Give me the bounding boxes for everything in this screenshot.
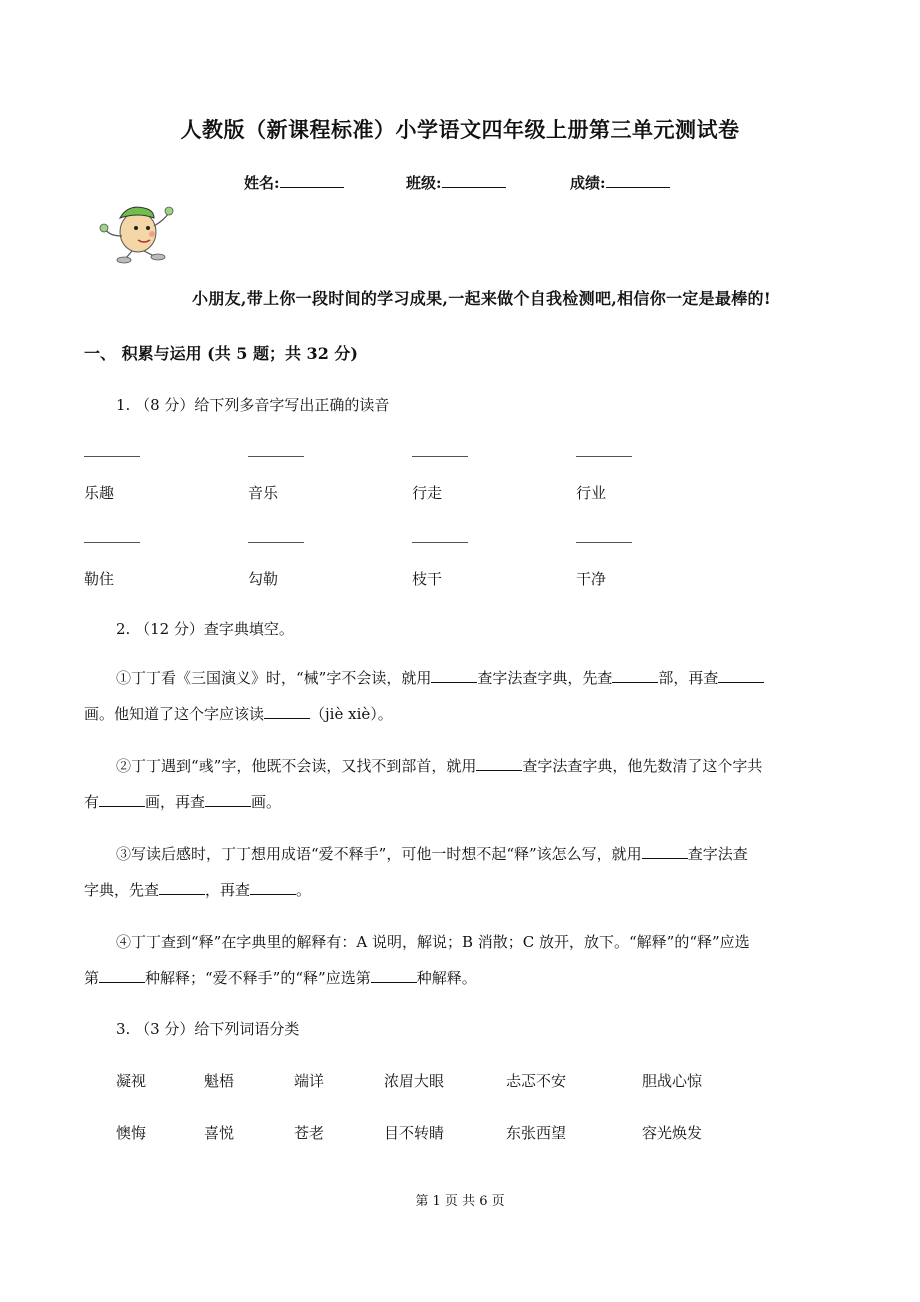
fill-blank[interactable]	[371, 967, 417, 983]
class-label: 班级:	[406, 174, 442, 192]
text-segment: 种解释。	[416, 969, 477, 987]
vocab-word: 胆战心惊	[642, 1072, 703, 1090]
text-segment: 第	[84, 969, 100, 987]
mascot-illustration	[98, 196, 178, 264]
pinyin-answer-line[interactable]	[576, 542, 632, 543]
vocab-word: 浓眉大眼	[384, 1072, 445, 1090]
pinyin-answer-line[interactable]	[576, 456, 632, 457]
q2-paragraph-2-line-2	[84, 790, 281, 814]
text-segment: ④丁丁查到“释”在字典里的解释有：A 说明，解说；B 消散；C 放开，放下。“解释”的“释”应选	[116, 933, 750, 951]
text-segment: ，再查	[205, 881, 251, 899]
name-blank[interactable]	[280, 173, 344, 188]
q2-paragraph-3-line-2	[84, 878, 311, 902]
q2-paragraph-1-line-2	[84, 702, 393, 726]
pinyin-answer-line[interactable]	[84, 456, 140, 457]
pinyin-answer-line[interactable]	[248, 456, 304, 457]
fill-blank[interactable]	[99, 791, 145, 807]
section-heading: 一、 积累与运用 (共 5 题；共 32 分)	[84, 344, 358, 363]
q2-paragraph-4-line-2	[84, 966, 477, 990]
question-1-prompt: 1. （8 分）给下列多音字写出正确的读音	[116, 396, 390, 414]
fill-blank[interactable]	[476, 755, 522, 771]
polyphone-word: 行业	[576, 484, 607, 502]
question-3-prompt: 3. （3 分）给下列词语分类	[116, 1020, 300, 1038]
vocab-word: 懊悔	[116, 1124, 147, 1142]
fill-blank[interactable]	[250, 879, 296, 895]
vocab-word: 目不转睛	[384, 1124, 445, 1142]
polyphone-word: 干净	[576, 570, 607, 588]
text-segment: ①丁丁看《三国演义》时，“械”字不会读，就用	[116, 669, 432, 687]
text-segment: 画。	[251, 793, 282, 811]
name-label: 姓名:	[244, 174, 280, 192]
q2-paragraph-1-line-1	[116, 666, 764, 690]
vocab-word: 忐忑不安	[506, 1072, 567, 1090]
fill-blank[interactable]	[264, 703, 310, 719]
polyphone-word: 枝干	[412, 570, 443, 588]
encouragement-text: 小朋友,带上你一段时间的学习成果,一起来做个自我检测吧,相信你一定是最棒的!	[192, 289, 772, 308]
class-blank[interactable]	[442, 173, 506, 188]
vocab-word: 容光焕发	[642, 1124, 703, 1142]
page-footer: 第 1 页 共 6 页	[415, 1194, 505, 1209]
q2-paragraph-4-line-1	[116, 930, 750, 954]
text-segment: 查字法查字典，先查	[477, 669, 613, 687]
q2-paragraph-2-line-1	[116, 754, 762, 778]
polyphone-word: 勒住	[84, 570, 115, 588]
polyphone-word: 行走	[412, 484, 443, 502]
page-title: 人教版（新课程标准）小学语文四年级上册第三单元测试卷	[180, 117, 740, 142]
text-segment: 查字法查	[687, 845, 748, 863]
text-segment: 有	[84, 793, 100, 811]
pinyin-answer-line[interactable]	[412, 456, 468, 457]
fill-blank[interactable]	[159, 879, 205, 895]
fill-blank[interactable]	[431, 667, 477, 683]
text-segment: 种解释；“爱不释手”的“释”应选第	[145, 969, 371, 987]
text-segment: 。	[296, 881, 312, 899]
text-segment: 字典，先查	[84, 881, 160, 899]
polyphone-word: 勾勒	[248, 570, 279, 588]
text-segment: 查字法查字典，他先数清了这个字共	[522, 757, 763, 775]
vocab-word: 东张西望	[506, 1124, 567, 1142]
text-segment: ③写读后感时，丁丁想用成语“爱不释手”，可他一时想不起“释”该怎么写，就用	[116, 845, 642, 863]
name-field	[244, 172, 344, 193]
text-segment: 画。他知道了这个字应该读	[84, 705, 265, 723]
fill-blank[interactable]	[99, 967, 145, 983]
pinyin-answer-line[interactable]	[248, 542, 304, 543]
text-segment: 部，再查	[658, 669, 719, 687]
pinyin-answer-line[interactable]	[412, 542, 468, 543]
text-segment: 画，再查	[145, 793, 206, 811]
text-segment: （jiè xiè）。	[310, 705, 393, 723]
score-label: 成绩:	[570, 174, 606, 192]
fill-blank[interactable]	[205, 791, 251, 807]
vocab-word: 喜悦	[204, 1124, 235, 1142]
score-blank[interactable]	[606, 173, 670, 188]
score-field	[570, 172, 670, 193]
text-segment: ②丁丁遇到“彧”字，他既不会读，又找不到部首，就用	[116, 757, 477, 775]
class-field	[406, 172, 506, 193]
question-2-prompt: 2. （12 分）查字典填空。	[116, 620, 294, 638]
q2-paragraph-3-line-1	[116, 842, 748, 866]
fill-blank[interactable]	[612, 667, 658, 683]
pinyin-answer-line[interactable]	[84, 542, 140, 543]
fill-blank[interactable]	[718, 667, 764, 683]
polyphone-word: 音乐	[248, 484, 279, 502]
vocab-word: 凝视	[116, 1072, 147, 1090]
polyphone-word: 乐趣	[84, 484, 115, 502]
vocab-word: 端详	[294, 1072, 325, 1090]
fill-blank[interactable]	[642, 843, 688, 859]
vocab-word: 苍老	[294, 1124, 325, 1142]
vocab-word: 魁梧	[204, 1072, 235, 1090]
